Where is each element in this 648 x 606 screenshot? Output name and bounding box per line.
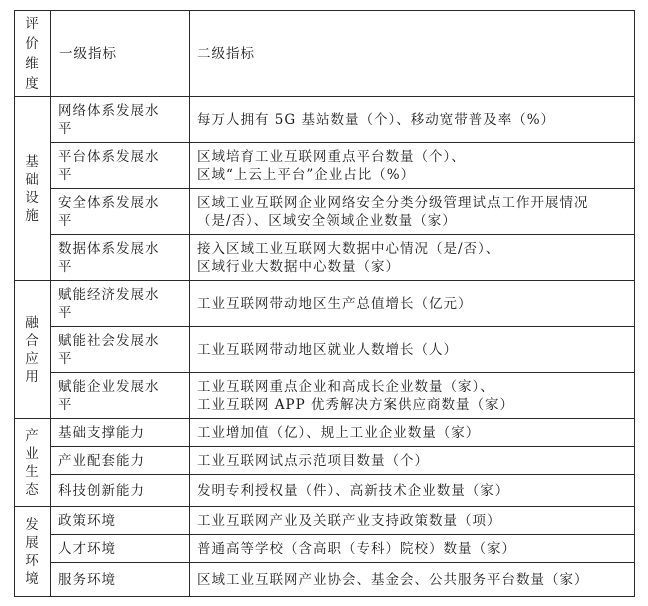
level1-cell [51, 373, 190, 419]
dimension-char: 产 [25, 427, 40, 444]
dimension-char: 应 [25, 350, 40, 367]
dimension-char: 合 [25, 332, 40, 349]
table-row [15, 189, 635, 235]
level2-cell [190, 563, 635, 597]
level2-label: 工业互联网带动地区就业人数增长（人） [197, 341, 458, 358]
table-row [15, 507, 635, 535]
table-header-row [15, 11, 635, 97]
level2-cell [190, 97, 635, 143]
level1-cell [51, 535, 190, 563]
level2-cell [190, 281, 635, 327]
dimension-char: 生 [25, 463, 40, 480]
level2-label: 工业互联网带动地区生产总值增长（亿元） [197, 295, 473, 312]
level2-label: 区域工业互联网产业协会、基金会、公共服务平台数量（家） [197, 571, 589, 588]
level2-label: 每万人拥有 5G 基站数量（个）、移动宽带普及率（%） [197, 111, 556, 128]
level1-cell [51, 563, 190, 597]
level1-label: 网络体系发展水 平 [58, 102, 160, 137]
table-row [15, 563, 635, 597]
level2-cell [190, 507, 635, 535]
level1-label: 基础支撑能力 [58, 424, 145, 441]
header-level2-cell [190, 11, 635, 97]
level1-cell [51, 447, 190, 475]
dimension-char: 业 [25, 445, 40, 462]
dimension-cell [15, 419, 51, 507]
table-row [15, 535, 635, 563]
level2-label: 发明专利授权量（件）、高新技术企业数量（家） [197, 482, 510, 499]
header-level1-cell [51, 11, 190, 97]
level1-label: 赋能企业发展水 平 [58, 378, 160, 413]
level1-cell [51, 281, 190, 327]
level1-label: 服务环境 [58, 571, 116, 588]
header-dimension-char: 维 [25, 55, 40, 72]
dimension-char: 础 [25, 171, 40, 188]
level1-cell [51, 97, 190, 143]
header-dimension-char: 评 [25, 15, 40, 32]
level2-cell [190, 447, 635, 475]
level2-cell [190, 143, 635, 189]
level2-cell [190, 235, 635, 281]
level1-cell [51, 475, 190, 507]
level2-label: 工业增加值（亿）、规上工业企业数量（家） [197, 424, 481, 441]
dimension-char: 发 [25, 516, 40, 533]
dimension-char: 设 [25, 189, 40, 206]
level2-cell [190, 475, 635, 507]
level1-label: 科技创新能力 [58, 482, 145, 499]
level2-label: 普通高等学校（含高职（专科）院校）数量（家） [197, 540, 516, 557]
indicator-table [14, 10, 635, 597]
table-row [15, 143, 635, 189]
dimension-char: 态 [25, 481, 40, 498]
level1-label: 产业配套能力 [58, 452, 145, 469]
level2-cell [190, 373, 635, 419]
level1-cell [51, 143, 190, 189]
dimension-char: 基 [25, 153, 40, 170]
level2-cell [190, 327, 635, 373]
level1-label: 赋能经济发展水 平 [58, 286, 160, 321]
table-row [15, 475, 635, 507]
level1-label: 赋能社会发展水 平 [58, 332, 160, 367]
dimension-cell [15, 97, 51, 281]
header-level2-label: 二级指标 [197, 45, 255, 62]
level1-cell [51, 419, 190, 447]
level1-cell [51, 189, 190, 235]
header-dimension-cell [15, 11, 51, 97]
level1-cell [51, 327, 190, 373]
level2-cell [190, 535, 635, 563]
dimension-char: 展 [25, 534, 40, 551]
table-row [15, 327, 635, 373]
dimension-char: 施 [25, 207, 40, 224]
dimension-char: 融 [25, 314, 40, 331]
level1-label: 人才环境 [58, 540, 116, 557]
dimension-char: 用 [25, 368, 40, 385]
level1-label: 数据体系发展水 平 [58, 240, 160, 275]
level1-label: 平台体系发展水 平 [58, 148, 160, 183]
level2-cell [190, 189, 635, 235]
table-row [15, 97, 635, 143]
level1-cell [51, 235, 190, 281]
table-row [15, 281, 635, 327]
dimension-cell [15, 507, 51, 597]
level2-cell [190, 419, 635, 447]
header-dimension-char: 度 [25, 75, 40, 92]
header-dimension-char: 价 [25, 35, 40, 52]
level2-label: 区域培育工业互联网重点平台数量（个）、 区域“上云上平台”企业占比（%） [197, 148, 466, 183]
level2-label: 接入区域工业互联网大数据中心情况（是/否）、 区域行业大数据中心数量（家） [197, 240, 501, 275]
level2-label: 工业互联网重点企业和高成长企业数量（家）、 工业互联网 APP 优秀解决方案供应商数量（家） [197, 378, 514, 413]
dimension-char: 境 [25, 570, 40, 587]
dimension-cell [15, 281, 51, 419]
table-row [15, 419, 635, 447]
table-row [15, 447, 635, 475]
header-level1-label: 一级指标 [59, 45, 117, 62]
level1-label: 政策环境 [58, 512, 116, 529]
level1-cell [51, 507, 190, 535]
level2-label: 工业互联网试点示范项目数量（个） [197, 452, 429, 469]
table-row [15, 235, 635, 281]
table-row [15, 373, 635, 419]
level2-label: 工业互联网产业及关联产业支持政策数量（项） [197, 512, 502, 529]
dimension-char: 环 [25, 552, 40, 569]
level2-label: 区域工业互联网企业网络安全分类分级管理试点工作开展情况 （是/否）、区域安全领域企业数量（家） [197, 194, 589, 229]
level1-label: 安全体系发展水 平 [58, 194, 160, 229]
